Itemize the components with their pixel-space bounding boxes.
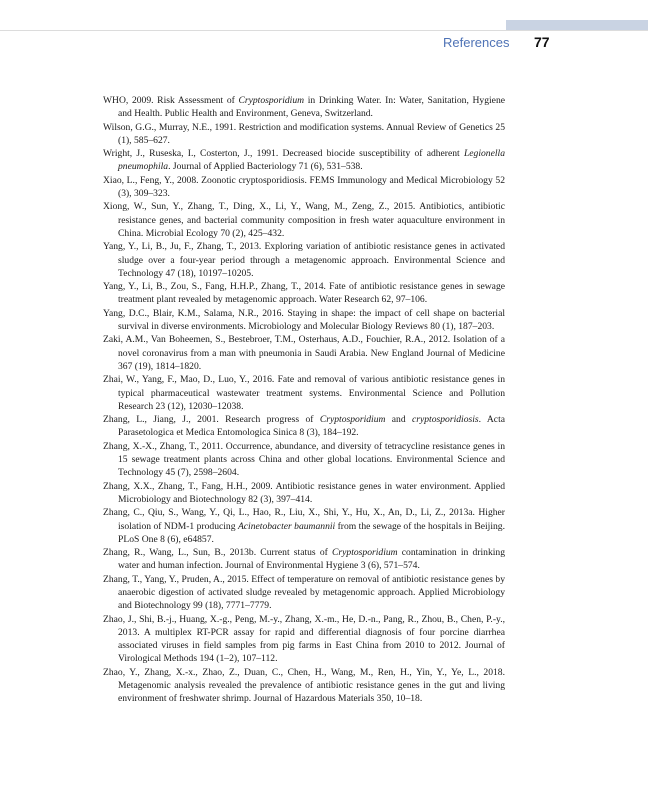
- reference-text: Xiao, L., Feng, Y., 2008. Zoonotic cryptosporidiosis. FEMS Immunology and Medical Microbiology 52 (3), 309–323.: [103, 174, 505, 200]
- reference-entry: [103, 480, 505, 507]
- reference-text: Zhang, X.X., Zhang, T., Fang, H.H., 2009. Antibiotic resistance genes in water environment. Applied Microbiology and Biotechnology 82 (3), 397–414.: [103, 480, 505, 505]
- reference-entry: [103, 413, 505, 440]
- reference-text: Yang, Y., Li, B., Ju, F., Zhang, T., 2013. Exploring variation of antibiotic resistance genes in activated sludge over a four-year period through a metagenomic approach. Environmental Science and Technology 47 (18), 10197–10205.: [103, 241, 505, 279]
- reference-italic-term: Legionella pneumophila: [118, 148, 505, 173]
- reference-text: Yang, D.C., Blair, K.M., Salama, N.R., 2016. Staying in shape: the impact of cell shape on bacterial survival in diverse environments. Microbiology and Molecular Biology Reviews 80 (1), 187–203.: [103, 307, 505, 333]
- reference-text: and: [385, 414, 413, 426]
- reference-italic-term: Cryptosporidium: [332, 547, 398, 559]
- reference-text: Wright, J., Ruseska, I., Costerton, J., 1991. Decreased biocide susceptibility of adherent: [103, 148, 464, 160]
- reference-text: Yang, Y., Li, B., Zou, S., Fang, H.H.P., Zhang, T., 2014. Fate of antibiotic resistance genes in sewage treatment plant revealed by metagenomic approach. Water Research 62, 97–106.: [103, 281, 505, 306]
- reference-entry: [103, 147, 505, 174]
- reference-list: [103, 94, 505, 706]
- reference-entry: [103, 573, 505, 613]
- reference-text: Zhang, X.-X., Zhang, T., 2011. Occurrence, abundance, and diversity of tetracycline resistance genes in 15 sewage treatment plants across China and other global locations. Environmental Science and Technology 45 (7), 2598–2604.: [103, 440, 505, 479]
- reference-italic-term: Acinetobacter baumannii: [237, 520, 336, 532]
- page-number: 77: [534, 34, 550, 50]
- reference-text: Zhao, Y., Zhang, X.-x., Zhao, Z., Duan, C., Chen, H., Wang, M., Ren, H., Yin, Y., Ye, L., 2018. Metagenomic analysis revealed the prevalence of antibiotic resistance genes in the gut and living environment of freshwater shrimp. Journal of Hazardous Materials 350, 10–18.: [103, 666, 505, 705]
- reference-text: Zaki, A.M., Van Boheemen, S., Bestebroer, T.M., Osterhaus, A.D., Fouchier, R.A., 2012. Isolation of a novel coronavirus from a man with pneumonia in Saudi Arabia. New England Journal of Medicine 367 (19), 1814–1820.: [103, 334, 505, 372]
- reference-entry: [103, 240, 505, 280]
- reference-entry: [103, 666, 505, 706]
- reference-text: Wilson, G.G., Murray, N.E., 1991. Restriction and modification systems. Annual Review of Genetics 25 (1), 585–627.: [103, 121, 505, 146]
- reference-entry: [103, 200, 505, 240]
- running-head-title: References: [443, 35, 510, 50]
- reference-italic-term: Cryptosporidium: [319, 414, 386, 426]
- reference-italic-term: Cryptosporidium: [238, 95, 305, 106]
- reference-italic-term: cryptosporidiosis: [412, 414, 479, 426]
- reference-text: Zhao, J., Shi, B.-j., Huang, X.-g., Peng, M.-y., Zhang, X.-m., He, D.-n., Pang, R., Zhou, B., Chen, P.-y., 2013. A multiplex RT-PCR assay for rapid and differential diagnosis of four porcine diarrhea associated viruses in field samples from pig farms in East China from 2010 to 2012. Journal of Virological Methods 194 (1–2), 107–112.: [103, 613, 505, 665]
- reference-text: Zhang, C., Qiu, S., Wang, Y., Qi, L., Hao, R., Liu, X., Shi, Y., Hu, X., An, D., Li, Z., 2013a. Higher isolation of NDM-1 producing: [103, 507, 505, 532]
- reference-text: Xiong, W., Sun, Y., Zhang, T., Ding, X., Li, Y., Wang, M., Zeng, Z., 2015. Antibiotics, antibiotic resistance genes, and bacterial community composition in fresh water aquaculture environment in China. Microbial Ecology 70 (2), 425–432.: [103, 201, 505, 239]
- reference-text: . Journal of Applied Bacteriology 71 (6), 531–538.: [168, 161, 363, 173]
- reference-entry: [103, 307, 505, 334]
- reference-text: Zhang, L., Jiang, J., 2001. Research progress of: [103, 414, 320, 426]
- reference-entry: [103, 174, 505, 201]
- reference-text: Zhai, W., Yang, F., Mao, D., Luo, Y., 2016. Fate and removal of various antibiotic resistance genes in typical pharmaceutical wastewater treatment systems. Environmental Science and Pollution Research 23 (12), 12030–12038.: [103, 374, 505, 412]
- reference-text: in Drinking Water. In: Water, Sanitation, Hygiene and Health. Public Health and Environment, Geneva, Switzerland.: [118, 95, 506, 120]
- reference-entry: [103, 94, 505, 121]
- reference-entry: [103, 333, 505, 373]
- reference-entry: [103, 280, 505, 307]
- reference-text: Zhang, R., Wang, L., Sun, B., 2013b. Current status of: [103, 547, 333, 559]
- reference-text: contamination in drinking water and human infection. Journal of Environmental Hygiene 3 (6), 571–574.: [118, 547, 505, 572]
- header-rule: [0, 30, 648, 31]
- reference-entry: [103, 121, 505, 148]
- reference-text: from the sewage of the hospitals in Beijing. PLoS One 8 (6), e64857.: [118, 520, 505, 545]
- reference-entry: [103, 440, 505, 480]
- reference-entry: [103, 546, 505, 573]
- reference-text: Zhang, T., Yang, Y., Pruden, A., 2015. Effect of temperature on removal of antibiotic resistance genes by anaerobic digestion of activated sludge revealed by metagenomic approach. Applied Microbiology and Biotechnology 99 (18), 7771–7779.: [103, 573, 505, 612]
- reference-text: WHO, 2009. Risk Assessment of: [103, 95, 239, 106]
- header-accent-bar: [506, 20, 648, 30]
- reference-text: . Acta Parasetologica et Medica Entomologica Sinica 8 (3), 184–192.: [118, 414, 505, 439]
- reference-entry: [103, 506, 505, 546]
- reference-entry: [103, 613, 505, 666]
- reference-entry: [103, 373, 505, 413]
